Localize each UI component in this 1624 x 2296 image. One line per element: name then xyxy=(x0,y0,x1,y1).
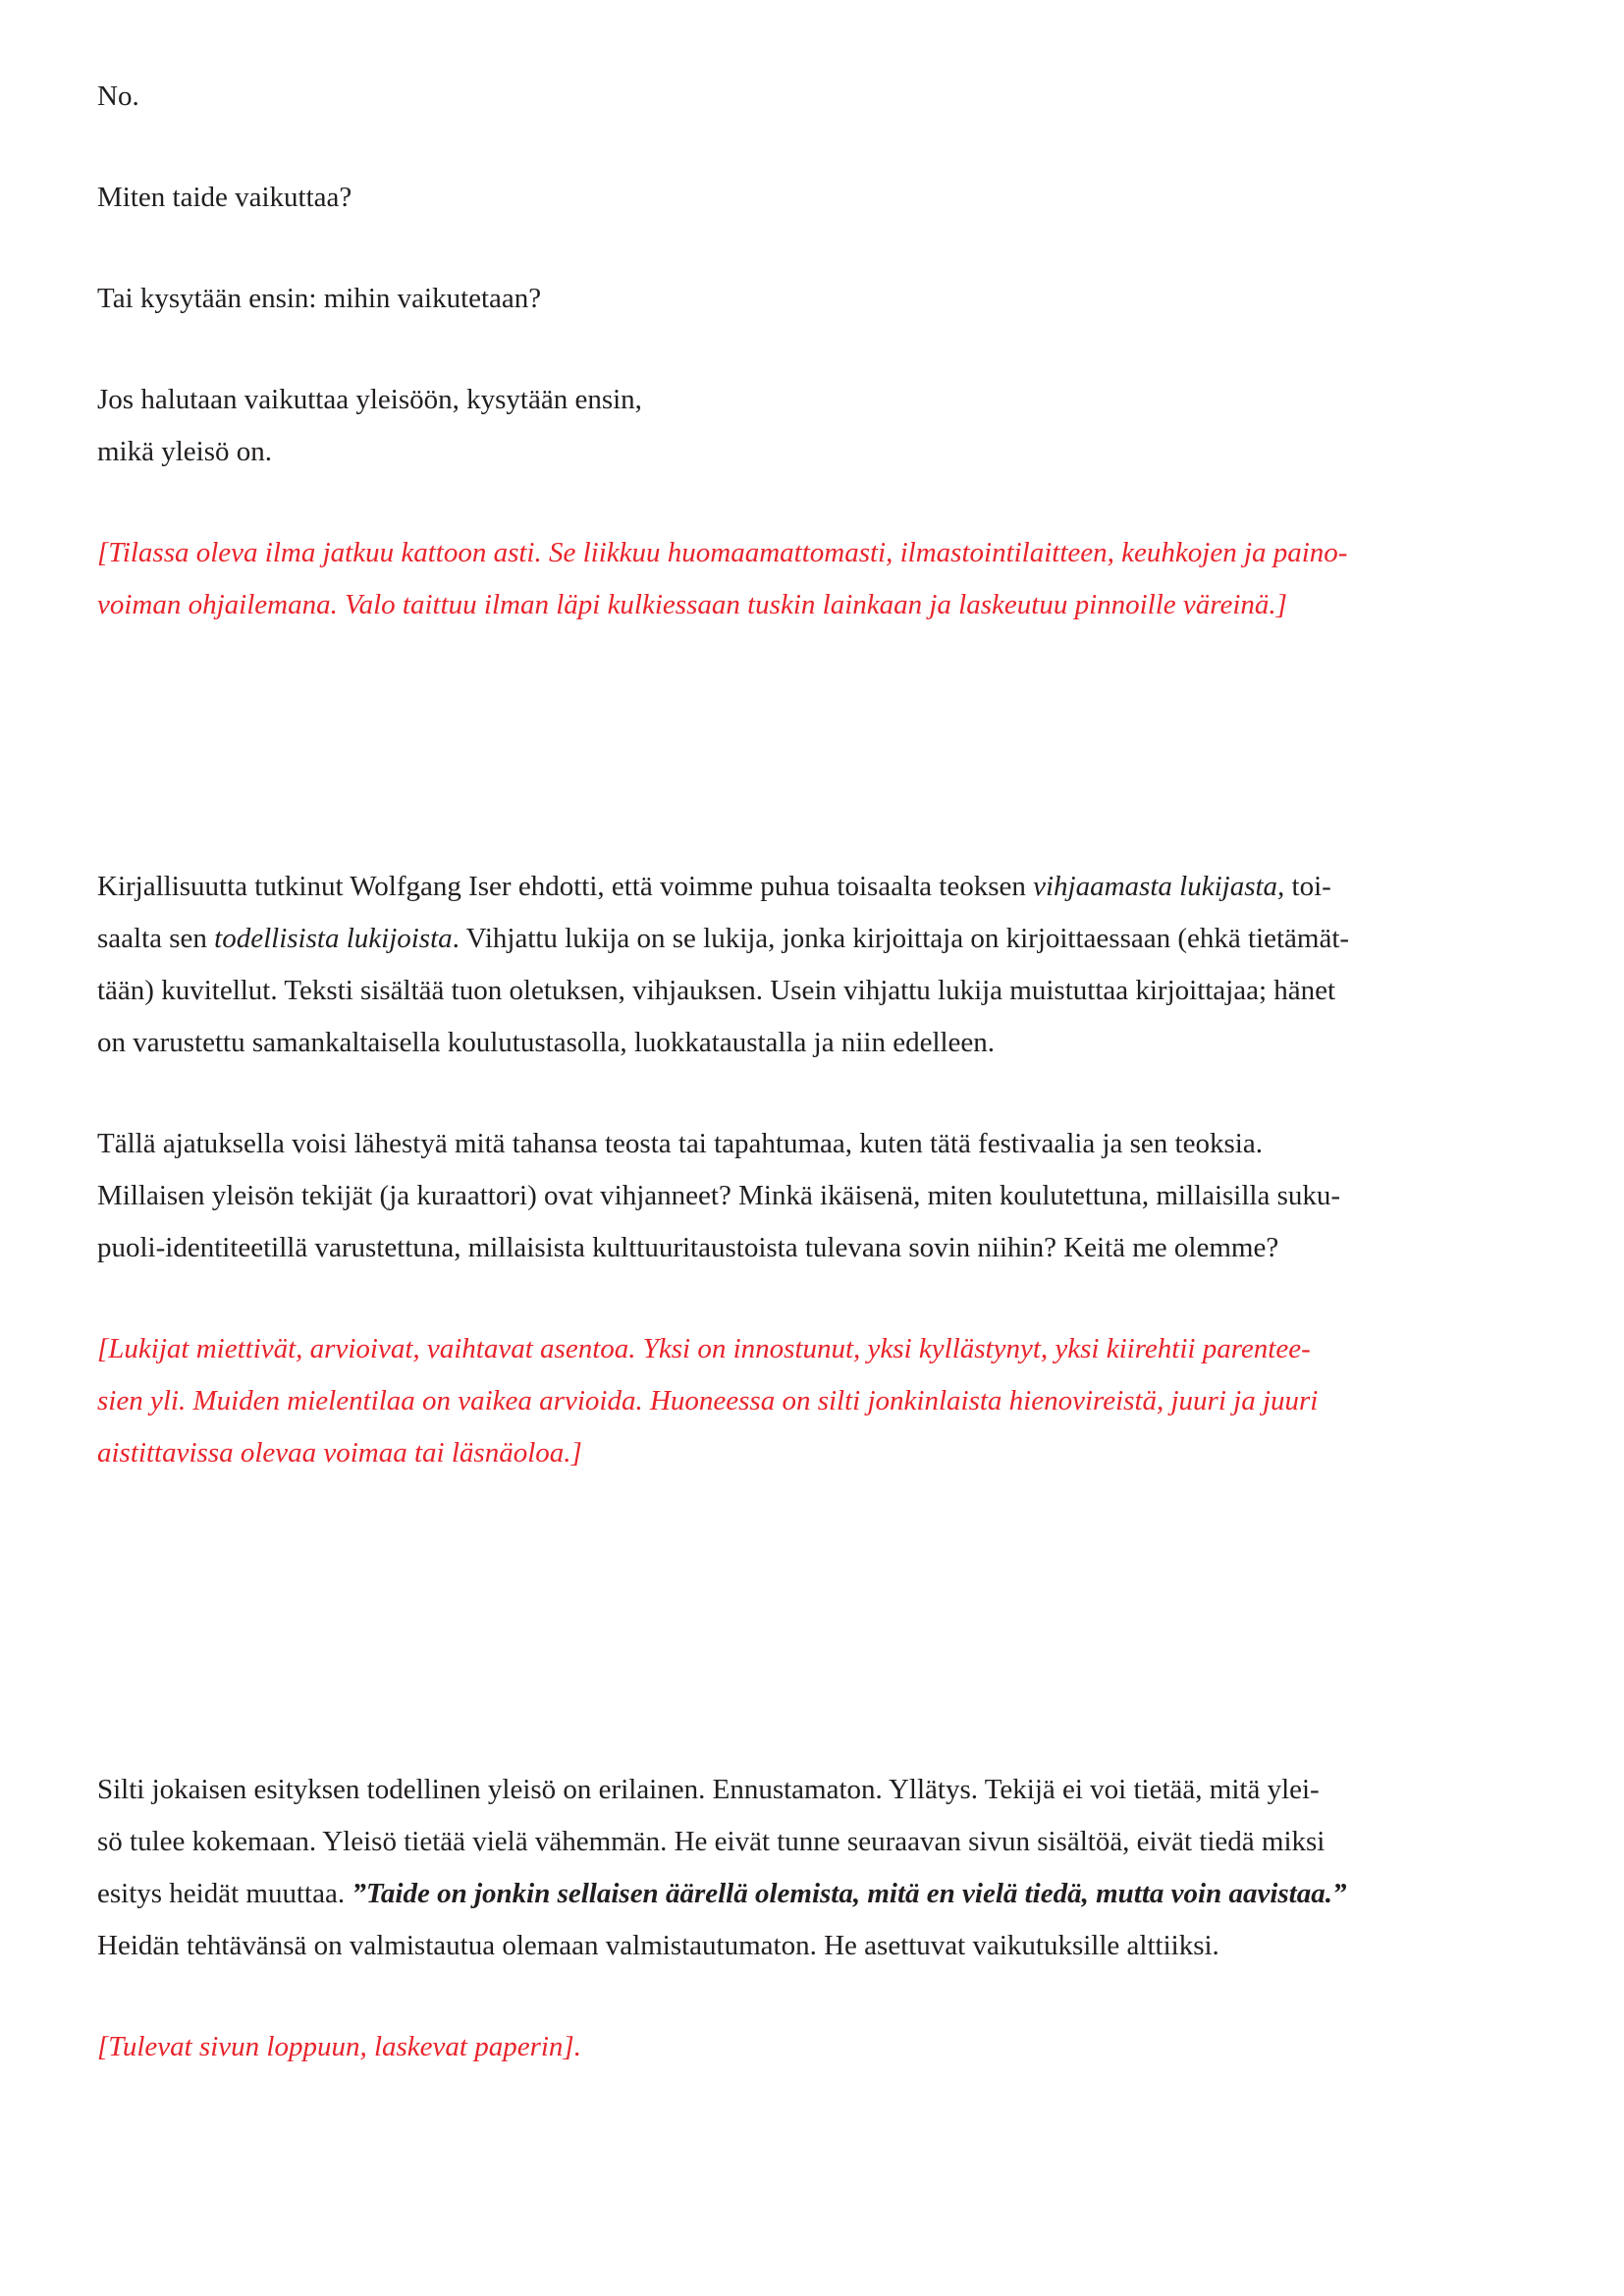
text-line: Jos halutaan vaikuttaa yleisöön, kysytään ensin, xyxy=(97,384,642,415)
text-line: sien yli. Muiden mielentilaa on vaikea arvioida. Huoneessa on silti jonkinlaista hienovireistä, juuri ja juuri xyxy=(97,1385,1319,1416)
text-line: Tai kysytään ensin: mihin vaikutetaan? xyxy=(97,283,542,314)
text-line xyxy=(97,1868,1536,1920)
text-line: Tällä ajatuksella voisi lähestyä mitä tahansa teosta tai tapahtumaa, kuten tätä festivaalia ja sen teoksia. xyxy=(97,1128,1263,1159)
paragraph-real-audience xyxy=(97,1764,1536,1972)
text-line: Silti jokaisen esityksen todellinen yleisö on erilainen. Ennustamaton. Yllätys. Tekijä ei voi tietää, mitä ylei- xyxy=(97,1774,1320,1805)
text-segment: toi- xyxy=(1284,871,1331,902)
text-line: tään) kuvitellut. Teksti sisältää tuon oletuksen, vihjauksen. Usein vihjattu lukija muistuttaa kirjoittajaa; hänet xyxy=(97,975,1336,1006)
italic-phrase: vihjaamasta lukijasta, xyxy=(1033,871,1285,902)
paragraph-wolfgang-iser xyxy=(97,861,1536,1069)
text-segment: esitys heidät muuttaa. xyxy=(97,1878,352,1909)
paragraph-festival xyxy=(97,1118,1536,1274)
paragraph-audience xyxy=(97,374,1536,478)
text-line xyxy=(97,913,1536,965)
text-line: puoli-identiteetillä varustettuna, millaisista kulttuuritaustoista tulevana sovin niihin? Keitä me olemme? xyxy=(97,1232,1279,1263)
text-line: No. xyxy=(97,80,139,112)
paragraph-no xyxy=(97,71,1536,123)
text-segment: . Vihjattu lukija on se lukija, jonka kirjoittaja on kirjoittaessaan (ehkä tietämät- xyxy=(452,923,1350,954)
text-segment: saalta sen xyxy=(97,923,215,954)
text-line: Millaisen yleisön tekijät (ja kuraattori) ovat vihjanneet? Minkä ikäisenä, miten koulutettuna, millaisilla suku- xyxy=(97,1180,1341,1211)
text-line: [Lukijat miettivät, arvioivat, vaihtavat asentoa. Yksi on innostunut, yksi kyllästynyt, yksi kiirehtii parentee- xyxy=(97,1333,1311,1364)
text-line: [Tilassa oleva ilma jatkuu kattoon asti. Se liikkuu huomaamattomasti, ilmastointilaitteen, keuhkojen ja paino- xyxy=(97,537,1348,568)
paragraph-question-1 xyxy=(97,172,1536,224)
text-line: Miten taide vaikuttaa? xyxy=(97,182,352,213)
text-line: mikä yleisö on. xyxy=(97,436,273,467)
text-line xyxy=(97,861,1536,913)
text-line: on varustettu samankaltaisella koulutustasolla, luokkataustalla ja niin edelleen. xyxy=(97,1027,996,1058)
stage-direction-page-end xyxy=(97,2021,1536,2073)
quoted-sentence: ”Taide on jonkin sellaisen äärellä olemista, mitä en vielä tiedä, mutta voin aavistaa.” xyxy=(352,1878,1347,1909)
text-line: [Tulevat sivun loppuun, laskevat paperin]. xyxy=(97,2031,581,2062)
text-line: sö tulee kokemaan. Yleisö tietää vielä vähemmän. He eivät tunne seuraavan sivun sisältöä, eivät tiedä miksi xyxy=(97,1826,1326,1857)
text-line: voiman ohjailemana. Valo taittuu ilman läpi kulkiessaan tuskin lainkaan ja laskeutuu pinnoille väreinä.] xyxy=(97,589,1287,620)
text-segment: Kirjallisuutta tutkinut Wolfgang Iser ehdotti, että voimme puhua toisaalta teoksen xyxy=(97,871,1034,902)
text-line: Heidän tehtävänsä on valmistautua olemaan valmistautumaton. He asettuvat vaikutuksille alttiiksi. xyxy=(97,1930,1219,1961)
text-line: aistittavissa olevaa voimaa tai läsnäoloa.] xyxy=(97,1437,582,1468)
stage-direction-air xyxy=(97,527,1536,631)
stage-direction-readers xyxy=(97,1323,1536,1479)
italic-phrase: todellisista lukijoista xyxy=(214,923,453,954)
paragraph-question-2 xyxy=(97,273,1536,325)
